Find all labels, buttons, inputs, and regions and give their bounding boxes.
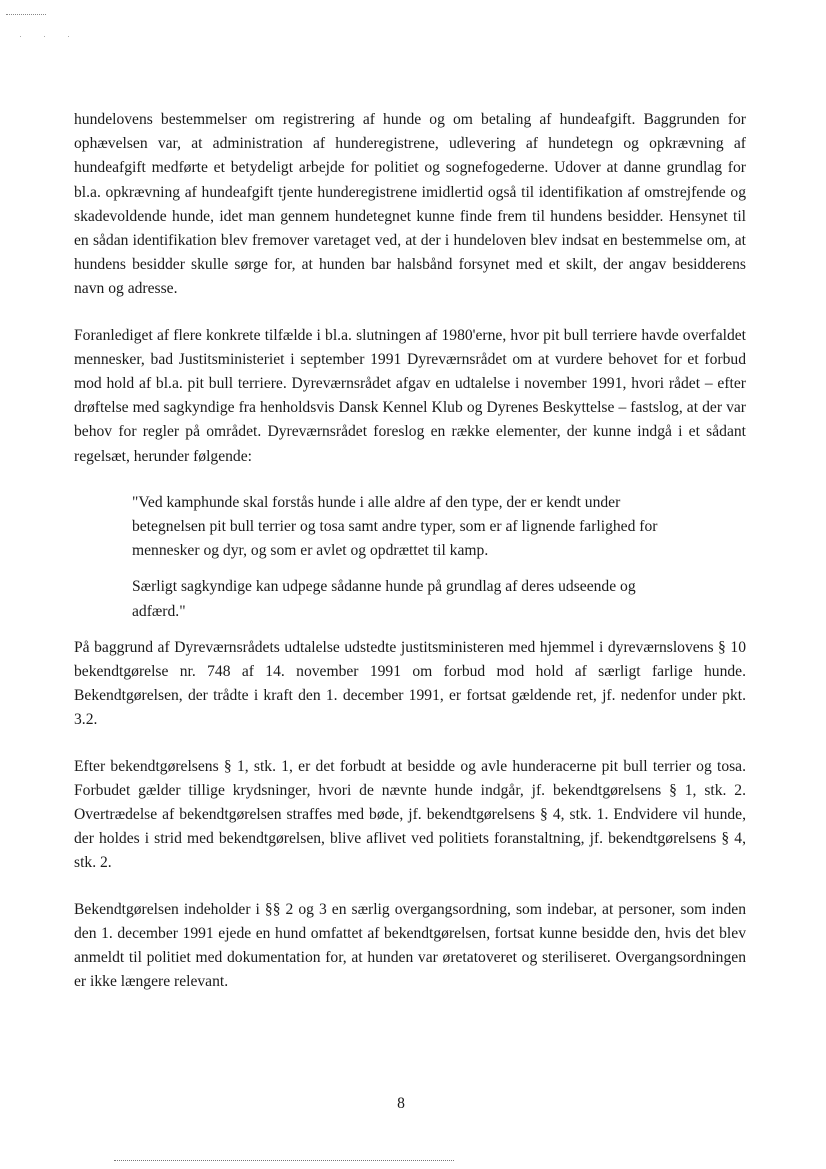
page-number: 8 bbox=[397, 1095, 405, 1112]
quote-2: Særligt sagkyndige kan udpege sådanne hunde på grundlag af deres udseende og adfærd." bbox=[132, 578, 636, 620]
quote-block bbox=[132, 491, 690, 624]
paragraph-4: Efter bekendtgørelsens § 1, stk. 1, er det forbudt at besidde og avle hunderacerne pit bull terrier og tosa. Forbudet gælder tillige krydsninger, hvori de nævnte hunde indgår, jf. bekendtgørelsens § 1, stk. 2. Overtrædelse af bekendtgørelsen straffes med bøde, jf. bekendtgørelsens § 4, stk. 1. Endvidere vil hunde, der holdes i strid med bekendtgørelsen, blive aflivet ved politiets foranstaltning, jf. bekendtgørelsens § 4, stk. 2. bbox=[74, 757, 746, 872]
paragraph-3: På baggrund af Dyreværnsrådets udtalelse udstedte justitsministeren med hjemmel i dyreværnslovens § 10 bekendtgørelse nr. 748 af 14. november 1991 om forbud mod hold af særligt farlige hunde. Bekendtgørelsen, der trådte i kraft den 1. december 1991, er fortsat gældende ret, jf. nedenfor under pkt. 3.2. bbox=[74, 638, 746, 729]
scan-artifact-top-secondary bbox=[20, 36, 70, 37]
paragraph-2: Foranlediget af flere konkrete tilfælde i bl.a. slutningen af 1980'erne, hvor pit bull terriere havde overfaldet mennesker, bad Justitsministeriet i september 1991 Dyreværnsrådet om at vurdere behovet for et forbud mod hold af bl.a. pit bull terriere. Dyreværnsrådet afgav en udtalelse i november 1991, hvori rådet – efter drøftelse med sagkyndige fra henholdsvis Dansk Kennel Klub og Dyrenes Beskyttelse – fastslog, at der var behov for regler på området. Dyreværnsrådet foreslog en række elementer, der kunne indgå i et sådant regelsæt, herunder følgende: bbox=[74, 326, 746, 465]
scan-artifact-bottom bbox=[114, 1160, 454, 1161]
document-body bbox=[74, 108, 746, 1017]
paragraph-5: Bekendtgørelsen indeholder i §§ 2 og 3 en særlig overgangsordning, som indebar, at personer, som inden den 1. december 1991 ejede en hund omfattet af bekendtgørelsen, fortsat kunne besidde den, hvis det blev anmeldt til politiet med dokumentation for, at hunden var øretatoveret og steriliseret. Overgangsordningen er ikke længere relevant. bbox=[74, 900, 746, 991]
scan-artifact-top bbox=[6, 14, 46, 15]
quote-1: "Ved kamphunde skal forstås hunde i alle aldre af den type, der er kendt under betegnelsen pit bull terrier og tosa samt andre typer, som er af lignende farlighed for mennesker og dyr, og som er avlet og opdrættet til kamp. bbox=[132, 493, 658, 560]
paragraph-1: hundelovens bestemmelser om registrering af hunde og om betaling af hundeafgift. Baggrunden for ophævelsen var, at administration af hunderegistrene, udlevering af hundetegn og opkrævning af hundeafgift medførte et betydeligt arbejde for politiet og sognefogederne. Udover at danne grundlag for bl.a. opkrævning af hundeafgift tjente hunderegistrene imidlertid også til identifikation af omstrejfende og skadevoldende hunde, idet man gennem hundetegnet kunne finde frem til hundens besidder. Hensynet til en sådan identifikation blev fremover varetaget ved, at der i hundeloven blev indsat en bestemmelse om, at hundens besidder skulle sørge for, at hunden bar halsbånd forsynet med et skilt, der angav besidderens navn og adresse. bbox=[74, 111, 746, 298]
